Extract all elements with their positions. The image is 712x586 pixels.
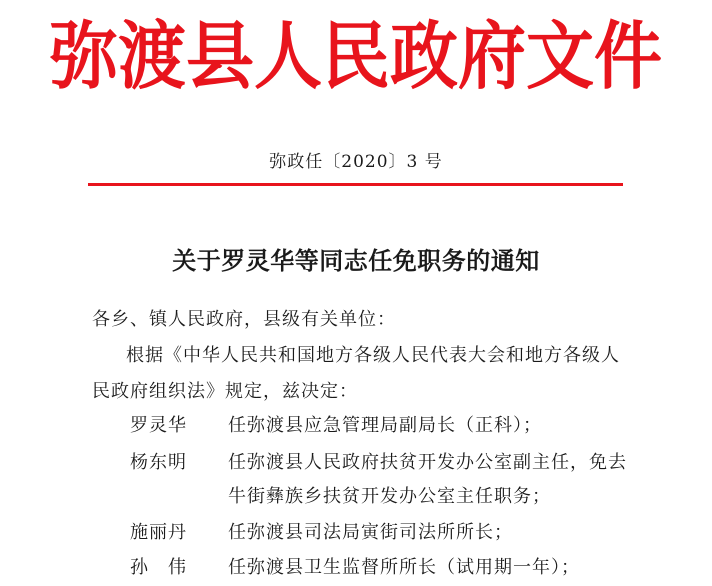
red-divider-line [88,183,623,186]
salutation: 各乡、镇人民政府，县级有关单位： [92,309,396,330]
appointment-duty: 牛街彝族乡扶贫开发办公室主任职务； [228,486,551,507]
appointment-duty: 任弥渡县司法局寅街司法所所长； [228,522,513,543]
appointment-duty: 任弥渡县卫生监督所所长（试用期一年）； [228,557,580,578]
appointee-name: 杨东明 [130,452,187,473]
appointee-name: 施丽丹 [130,522,187,543]
appointment-duty: 任弥渡县人民政府扶贫开发办公室副主任，免去 [228,452,627,473]
appointee-name: 罗灵华 [130,415,187,436]
paragraph-line-1: 根据《中华人民共和国地方各级人民代表大会和地方各级人 [126,345,620,366]
appointee-name: 孙 伟 [130,557,187,578]
issuer-title: 弥渡县人民政府文件 [49,13,662,100]
paragraph-line-2: 民政府组织法》规定，兹决定： [92,381,358,402]
document-number: 弥政任〔2020〕3 号 [269,152,443,172]
notice-title: 关于罗灵华等同志任免职务的通知 [172,246,540,275]
appointment-duty: 任弥渡县应急管理局副局长（正科）； [228,415,542,436]
